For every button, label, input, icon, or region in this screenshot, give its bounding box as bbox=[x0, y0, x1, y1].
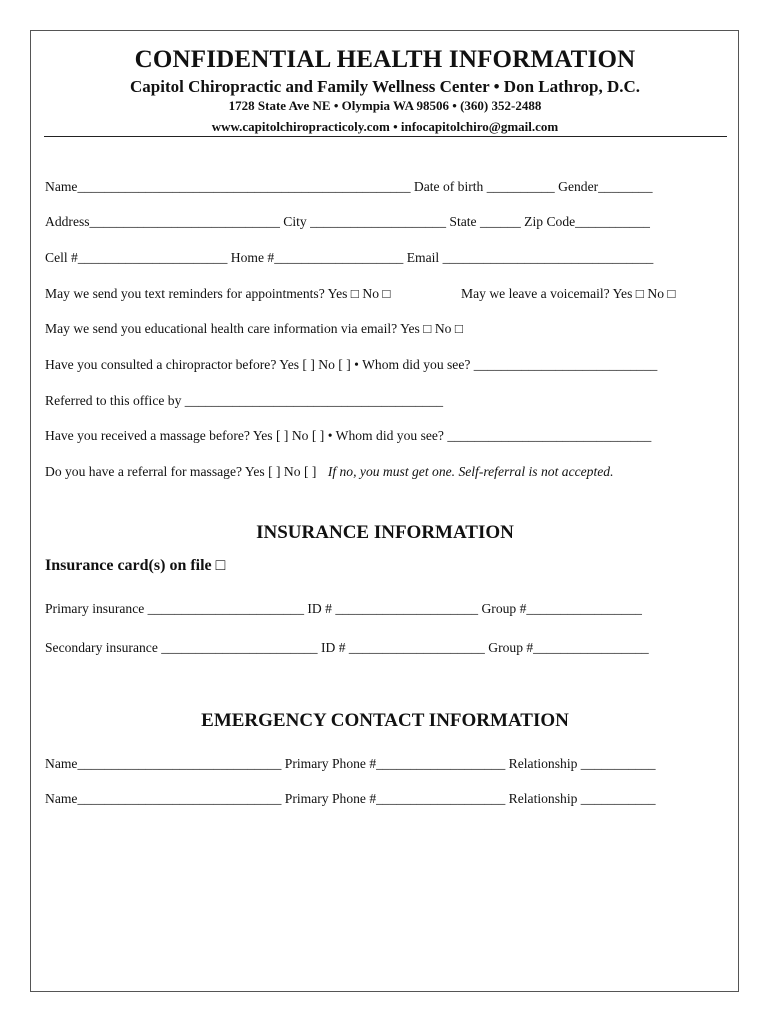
form-title: CONFIDENTIAL HEALTH INFORMATION bbox=[134, 46, 636, 73]
text-reminders-question[interactable]: May we send you text reminders for appointments? Yes □ No □ bbox=[45, 286, 391, 301]
phone-email-line[interactable]: Cell #______________________ Home #___________________ Email _______________________________ bbox=[45, 250, 654, 265]
practice-contact: www.capitolchiropracticoly.com • infocapitolchiro@gmail.com bbox=[211, 119, 559, 134]
emergency-contact-2[interactable]: Name______________________________ Primary Phone #___________________ Relationship ___________ bbox=[45, 791, 656, 806]
emergency-heading: EMERGENCY CONTACT INFORMATION bbox=[201, 710, 569, 731]
referred-by-line[interactable]: Referred to this office by ______________________________________ bbox=[45, 393, 444, 408]
primary-insurance-line[interactable]: Primary insurance _______________________ ID # _____________________ Group #_________________ bbox=[45, 601, 642, 616]
massage-referral-text: Do you have a referral for massage? Yes [ ] No [ ] bbox=[45, 464, 317, 479]
header-divider bbox=[44, 136, 727, 137]
massage-referral-note: If no, you must get one. Self-referral is not accepted. bbox=[327, 464, 614, 479]
insurance-cards-checkbox[interactable]: Insurance card(s) on file □ bbox=[45, 557, 226, 574]
address-line[interactable]: Address____________________________ City ____________________ State ______ Zip Code___________ bbox=[45, 214, 650, 229]
practice-name: Capitol Chiropractic and Family Wellness Center • Don Lathrop, D.C. bbox=[130, 77, 640, 96]
voicemail-question[interactable]: May we leave a voicemail? Yes □ No □ bbox=[461, 286, 676, 301]
email-info-question[interactable]: May we send you educational health care information via email? Yes □ No □ bbox=[45, 321, 464, 336]
emergency-contact-1[interactable]: Name______________________________ Primary Phone #___________________ Relationship ___________ bbox=[45, 756, 656, 771]
practice-address: 1728 State Ave NE • Olympia WA 98506 • (360) 352-2488 bbox=[228, 98, 542, 113]
form-border bbox=[30, 30, 739, 992]
massage-referral-question[interactable] bbox=[45, 464, 613, 480]
name-dob-gender-line[interactable]: Name_________________________________________________ Date of birth __________ Gender________ bbox=[45, 179, 653, 194]
secondary-insurance-line[interactable]: Secondary insurance _______________________ ID # ____________________ Group #_________________ bbox=[45, 640, 649, 655]
massage-question[interactable]: Have you received a massage before? Yes [ ] No [ ] • Whom did you see? ______________________________ bbox=[45, 428, 652, 443]
insurance-heading: INSURANCE INFORMATION bbox=[256, 522, 514, 543]
chiropractor-question[interactable]: Have you consulted a chiropractor before? Yes [ ] No [ ] • Whom did you see? ___________________________ bbox=[45, 357, 658, 372]
